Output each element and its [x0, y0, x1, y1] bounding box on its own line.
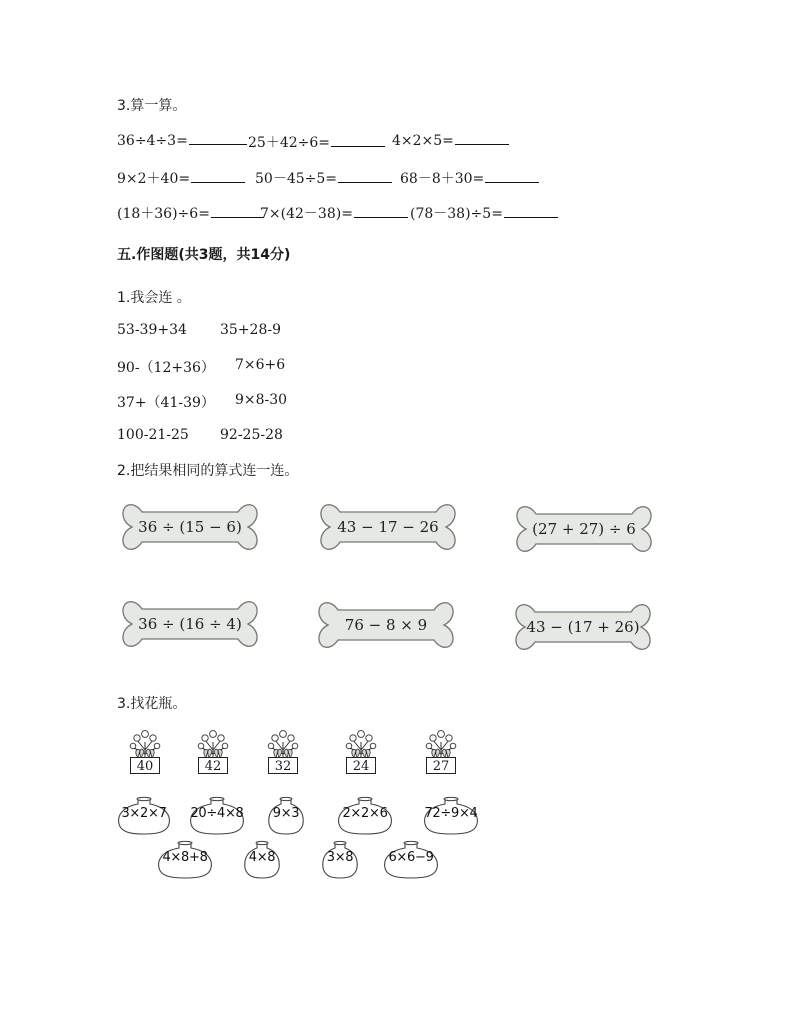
flower-pot[interactable]: [266, 728, 300, 776]
q1-right-expr[interactable]: 35+28-9: [220, 322, 281, 338]
q1-title: 1.我会连 。: [117, 290, 191, 306]
bone-expression: (27 + 27) ÷ 6: [532, 520, 636, 538]
calc-section-title: 3.算一算。: [117, 98, 187, 114]
calc-item[interactable]: 9×2＋40=: [117, 168, 245, 188]
calc-item[interactable]: 7×(42－38)=: [260, 203, 408, 223]
calc-item[interactable]: 36÷4÷3=: [117, 132, 247, 149]
q2-title: 2.把结果相同的算式连一连。: [117, 463, 299, 479]
q1-right-expr[interactable]: 7×6+6: [235, 357, 286, 373]
vase[interactable]: [422, 796, 480, 836]
section-heading: 五.作图题(共3题，共14分): [117, 247, 291, 263]
flower-pot[interactable]: [424, 728, 458, 776]
calc-item[interactable]: 25＋42÷6=: [248, 132, 385, 152]
bone-card[interactable]: [316, 596, 456, 654]
vase-expression: 72÷9×4: [424, 806, 478, 821]
q3-title: 3.找花瓶。: [117, 696, 187, 712]
calc-item[interactable]: 4×2×5=: [392, 132, 509, 149]
flower-number: 32: [268, 757, 298, 774]
flower-pot[interactable]: [196, 728, 230, 776]
vase[interactable]: [266, 796, 306, 836]
q1-left-expr[interactable]: 90-（12+36）: [117, 360, 215, 376]
calc-item[interactable]: (18＋36)÷6=: [117, 203, 263, 223]
bone-card[interactable]: [513, 598, 653, 656]
bone-card[interactable]: [120, 498, 260, 556]
vase-expression: 9×3: [272, 806, 300, 821]
q1-left-expr[interactable]: 100-21-25: [117, 427, 189, 443]
q1-right-expr[interactable]: 9×8-30: [235, 392, 288, 408]
flower-number: 42: [198, 757, 228, 774]
vase-expression: 2×2×6: [342, 806, 388, 821]
bone-card[interactable]: [120, 595, 260, 653]
vase[interactable]: [188, 796, 246, 836]
bone-card[interactable]: [318, 498, 458, 556]
q1-left-expr[interactable]: 37+（41-39）: [117, 395, 215, 411]
vase-expression: 4×8: [248, 850, 276, 865]
bone-expression: 36 ÷ (15 − 6): [138, 518, 242, 536]
bone-expression: 43 − 17 − 26: [337, 518, 439, 536]
calc-item[interactable]: (78－38)÷5=: [410, 203, 558, 223]
q1-left-expr[interactable]: 53-39+34: [117, 322, 187, 338]
vase-expression: 3×8: [326, 850, 354, 865]
vase[interactable]: [382, 840, 440, 880]
calc-item[interactable]: 50－45÷5=: [255, 168, 392, 188]
vase[interactable]: [242, 840, 282, 880]
flower-pot[interactable]: [128, 728, 162, 776]
vase[interactable]: [320, 840, 360, 880]
vase-expression: 4×8+8: [162, 850, 208, 865]
calc-item[interactable]: 68－8＋30=: [400, 168, 539, 188]
vase-expression: 6×6−9: [388, 850, 434, 865]
flower-number: 27: [426, 757, 456, 774]
vase-expression: 3×2×7: [121, 806, 167, 821]
vase[interactable]: [336, 796, 394, 836]
q1-right-expr[interactable]: 92-25-28: [220, 427, 283, 443]
flower-number: 24: [346, 757, 376, 774]
vase-expression: 20÷4×8: [190, 806, 244, 821]
vase[interactable]: [156, 840, 214, 880]
flower-pot[interactable]: [344, 728, 378, 776]
flower-number: 40: [130, 757, 160, 774]
vase[interactable]: [116, 796, 172, 836]
bone-expression: 76 − 8 × 9: [344, 616, 428, 634]
bone-expression: 36 ÷ (16 ÷ 4): [138, 615, 242, 633]
bone-card[interactable]: [514, 500, 654, 558]
bone-expression: 43 − (17 + 26): [526, 618, 640, 636]
